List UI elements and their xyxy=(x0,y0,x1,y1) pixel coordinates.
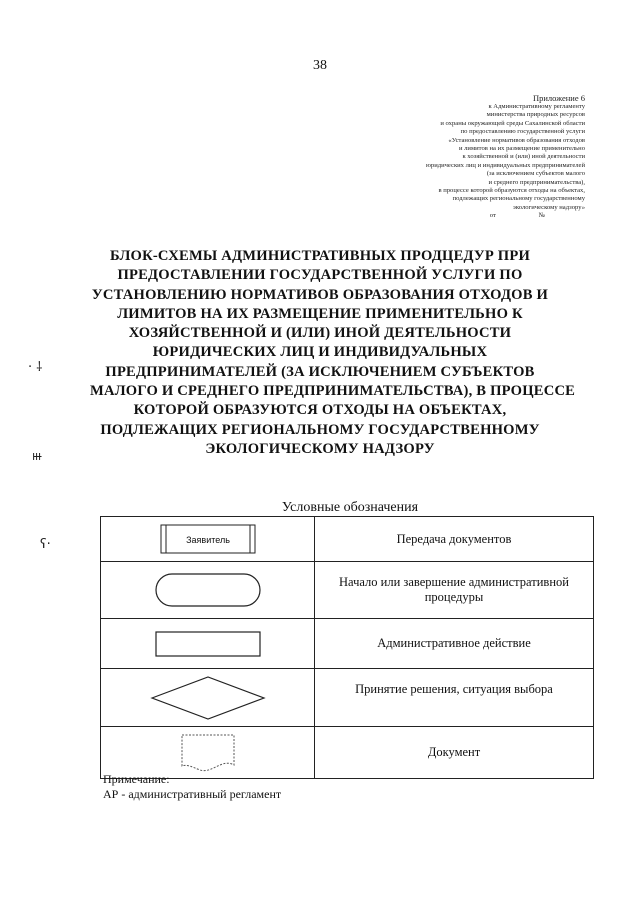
title-line: КОТОРОЙ ОБРАЗУЮТСЯ ОТХОДЫ НА ОБЪЕКТАХ, xyxy=(133,402,507,419)
title-line: БЛОК-СХЕМЫ АДМИНИСТРАТИВНЫХ ПРОДЦЕДУР ПРИ xyxy=(109,248,531,264)
appendix-line: к хозяйственной и (или) иной деятельности xyxy=(462,153,585,161)
margin-mark: ⲿ xyxy=(32,449,42,464)
appendix-header xyxy=(325,93,585,221)
appendix-line: и охраны окружающей среды Сахалинской области xyxy=(440,119,585,127)
appendix-line: и лимитов на их размещение применительно xyxy=(458,145,585,153)
note-label: Примечание: xyxy=(103,772,170,786)
legend-description: Документ xyxy=(315,727,594,779)
document-title xyxy=(90,247,576,459)
appendix-line: подлежащих региональному государственному xyxy=(452,195,585,203)
appendix-line: к Административному регламенту xyxy=(488,103,585,110)
title-line: ПРЕДОСТАВЛЕНИИ ГОСУДАРСТВЕННОЙ УСЛУГИ ПО xyxy=(117,267,523,284)
legend-description: Передача документов xyxy=(315,517,594,562)
process-shape xyxy=(153,629,263,659)
title-line: ПОДЛЕЖАЩИХ РЕГИОНАЛЬНОМУ ГОСУДАРСТВЕННОМУ xyxy=(100,421,540,438)
legend-heading: Условные обозначения xyxy=(281,500,419,515)
predefined-process-shape xyxy=(158,522,258,556)
note-block xyxy=(103,772,281,802)
title-line: ЛИМИТОВ НА ИХ РАЗМЕЩЕНИЕ ПРИМЕНИТЕЛЬНО К xyxy=(117,305,523,322)
legend-row xyxy=(101,562,594,619)
appendix-line: «Установление нормативов образования отходов xyxy=(448,136,585,144)
legend-row xyxy=(101,727,594,779)
terminator-shape xyxy=(153,571,263,609)
legend-table xyxy=(100,516,594,779)
appendix-title: Приложение 6 xyxy=(533,93,585,103)
decision-shape xyxy=(148,674,268,722)
document-shape xyxy=(178,732,238,774)
appendix-line: в процессе которой образуются отходы на объектах, xyxy=(438,187,585,195)
appendix-line: юридических лиц и индивидуальных предпринимателей xyxy=(425,161,585,169)
legend-description: Начало или завершение административной процедуры xyxy=(315,562,594,619)
appendix-line: (за исключением субъектов малого xyxy=(486,170,585,178)
legend-symbol-cell xyxy=(101,669,315,727)
title-line: МАЛОГО И СРЕДНЕГО ПРЕДПРИНИМАТЕЛЬСТВА), В ПРОЦЕССЕ xyxy=(90,383,576,400)
margin-mark: ʕ· xyxy=(40,537,51,552)
appendix-line: экологическому надзору» xyxy=(513,203,585,211)
appendix-line: по предоставлению государственной услуги xyxy=(460,128,585,136)
legend-description: Принятие решения, ситуация выбора xyxy=(315,669,594,727)
legend-row xyxy=(101,619,594,669)
legend-symbol-cell xyxy=(101,517,315,562)
legend-symbol-cell xyxy=(101,727,315,779)
legend-symbol-cell xyxy=(101,562,315,619)
legend-description: Административное действие xyxy=(315,619,594,669)
title-line: ХОЗЯЙСТВЕННОЙ И (ИЛИ) ИНОЙ ДЕЯТЕЛЬНОСТИ xyxy=(128,325,512,342)
margin-mark: · ⸸ xyxy=(28,360,43,375)
appendix-line: министерства природных ресурсов xyxy=(486,111,585,119)
legend-row xyxy=(101,669,594,727)
title-line: ПРЕДПРИНИМАТЕЛЕЙ (ЗА ИСКЛЮЧЕНИЕМ СУБЪЕКТОВ xyxy=(105,363,535,380)
appendix-line: и среднего предпринимательства), xyxy=(488,178,585,186)
predefined-process-label: Заявитель xyxy=(185,535,230,545)
title-line: УСТАНОВЛЕНИЮ НОРМАТИВОВ ОБРАЗОВАНИЯ ОТХОДОВ И xyxy=(91,286,549,303)
title-line: ЮРИДИЧЕСКИХ ЛИЦ И ИНДИВИДУАЛЬНЫХ xyxy=(152,344,488,361)
legend-symbol-cell xyxy=(101,619,315,669)
legend-row xyxy=(101,517,594,562)
note-text: АР - административный регламент xyxy=(103,787,282,801)
appendix-date-number-line: от № xyxy=(489,212,545,220)
page-number: 38 xyxy=(313,58,327,73)
title-line: ЭКОЛОГИЧЕСКОМУ НАДЗОРУ xyxy=(205,440,435,457)
